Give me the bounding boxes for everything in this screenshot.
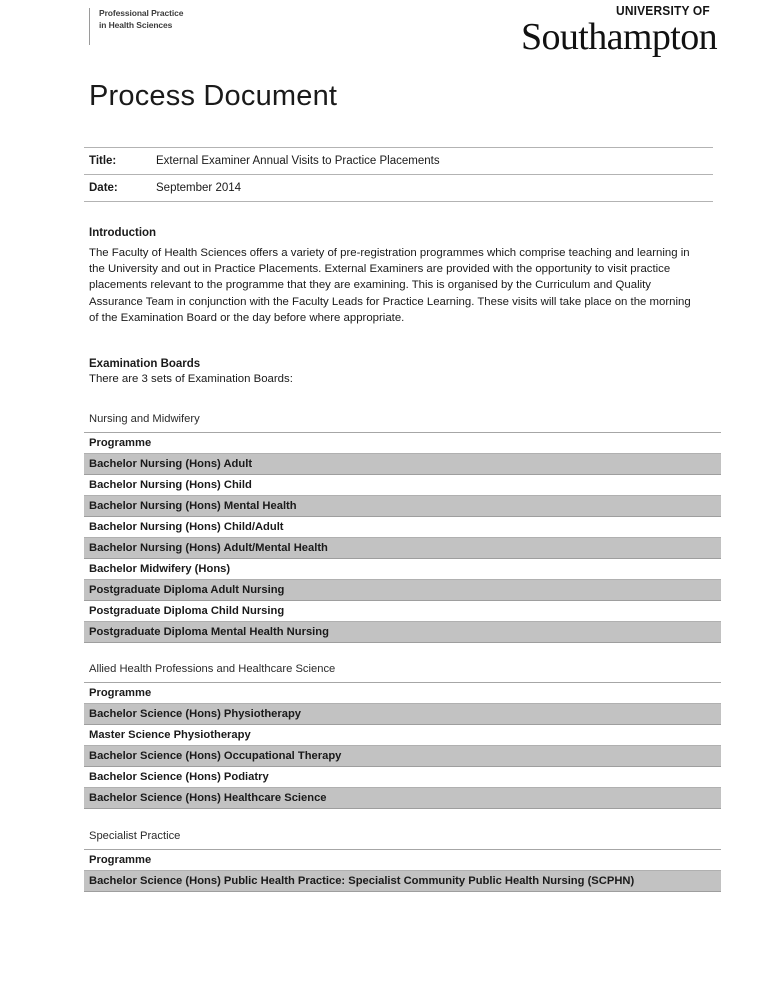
programme-table <box>84 682 721 809</box>
programme-cell: Postgraduate Diploma Mental Health Nursing <box>84 622 721 643</box>
meta-row-title <box>84 148 713 174</box>
programme-cell: Bachelor Nursing (Hons) Adult/Mental Health <box>84 538 721 559</box>
programme-cell: Bachelor Nursing (Hons) Mental Health <box>84 496 721 517</box>
faculty-logo-text <box>99 8 183 31</box>
table-row <box>84 725 721 746</box>
table-header-row <box>84 683 721 704</box>
programme-cell: Bachelor Science (Hons) Public Health Practice: Specialist Community Public Health Nursing (SCPHN) <box>84 871 721 892</box>
board-caption: Specialist Practice <box>89 830 181 842</box>
programme-table <box>84 432 721 643</box>
programme-cell: Bachelor Science (Hons) Physiotherapy <box>84 704 721 725</box>
table-row <box>84 496 721 517</box>
meta-row-date <box>84 175 713 201</box>
masthead <box>0 0 768 62</box>
faculty-logo <box>89 8 183 45</box>
board-caption: Allied Health Professions and Healthcare Science <box>89 663 336 675</box>
document-meta <box>84 147 713 202</box>
table-row <box>84 454 721 475</box>
programme-cell: Bachelor Science (Hons) Podiatry <box>84 767 721 788</box>
table-row <box>84 517 721 538</box>
faculty-logo-line1: Professional Practice <box>99 8 184 18</box>
programme-cell: Bachelor Nursing (Hons) Adult <box>84 454 721 475</box>
table-row <box>84 622 721 643</box>
table-row <box>84 871 721 892</box>
programme-table <box>84 849 721 892</box>
table-row <box>84 475 721 496</box>
examination-boards-heading: Examination Boards <box>89 358 201 370</box>
meta-date-label: Date: <box>89 182 118 194</box>
programme-cell: Bachelor Science (Hons) Occupational Therapy <box>84 746 721 767</box>
board-block-nursing-and-midwifery <box>84 413 721 643</box>
table-header-row <box>84 850 721 871</box>
board-block-allied-health <box>84 663 721 809</box>
table-row <box>84 538 721 559</box>
meta-rule-bottom <box>84 201 713 202</box>
university-logo <box>521 4 718 56</box>
university-logo-wordmark: Southampton <box>520 16 718 58</box>
introduction-body: The Faculty of Health Sciences offers a variety of pre-registration programmes which comprise teaching and learning in the University and out in Practice Placements. External Examiners are provided with the opportunity to visit practice placements relevant to the programme that they are examining. This is organised by the Curriculum and Quality Assurance Team in conjunction with the Faculty Leads for Practice Learning. These visits will take place on the morning of the Examination Board or the day before where appropriate. <box>89 247 691 324</box>
university-logo-eyebrow: UNIVERSITY OF <box>615 3 710 18</box>
column-header-programme: Programme <box>84 433 721 454</box>
page-title: Process Document <box>89 80 338 112</box>
table-row <box>84 601 721 622</box>
meta-title-label: Title: <box>89 155 117 167</box>
programme-cell: Postgraduate Diploma Child Nursing <box>84 601 721 622</box>
column-header-programme: Programme <box>84 683 721 704</box>
table-row <box>84 580 721 601</box>
table-row <box>84 788 721 809</box>
introduction-heading: Introduction <box>89 227 157 239</box>
board-caption: Nursing and Midwifery <box>89 413 200 425</box>
programme-cell: Bachelor Nursing (Hons) Child <box>84 475 721 496</box>
programme-cell: Bachelor Nursing (Hons) Child/Adult <box>84 517 721 538</box>
programme-cell: Master Science Physiotherapy <box>84 725 721 746</box>
programme-cell: Postgraduate Diploma Adult Nursing <box>84 580 721 601</box>
examination-boards-subtitle: There are 3 sets of Examination Boards: <box>89 373 293 385</box>
meta-title-value: External Examiner Annual Visits to Practice Placements <box>156 155 440 167</box>
table-row <box>84 767 721 788</box>
faculty-logo-line2: in Health Sciences <box>99 19 173 30</box>
faculty-logo-divider <box>89 8 90 45</box>
board-block-specialist-practice <box>84 830 721 892</box>
table-header-row <box>84 433 721 454</box>
programme-cell: Bachelor Midwifery (Hons) <box>84 559 721 580</box>
table-row <box>84 559 721 580</box>
column-header-programme: Programme <box>84 850 721 871</box>
table-row <box>84 746 721 767</box>
table-row <box>84 704 721 725</box>
meta-date-value: September 2014 <box>156 182 242 194</box>
programme-cell: Bachelor Science (Hons) Healthcare Science <box>84 788 721 809</box>
